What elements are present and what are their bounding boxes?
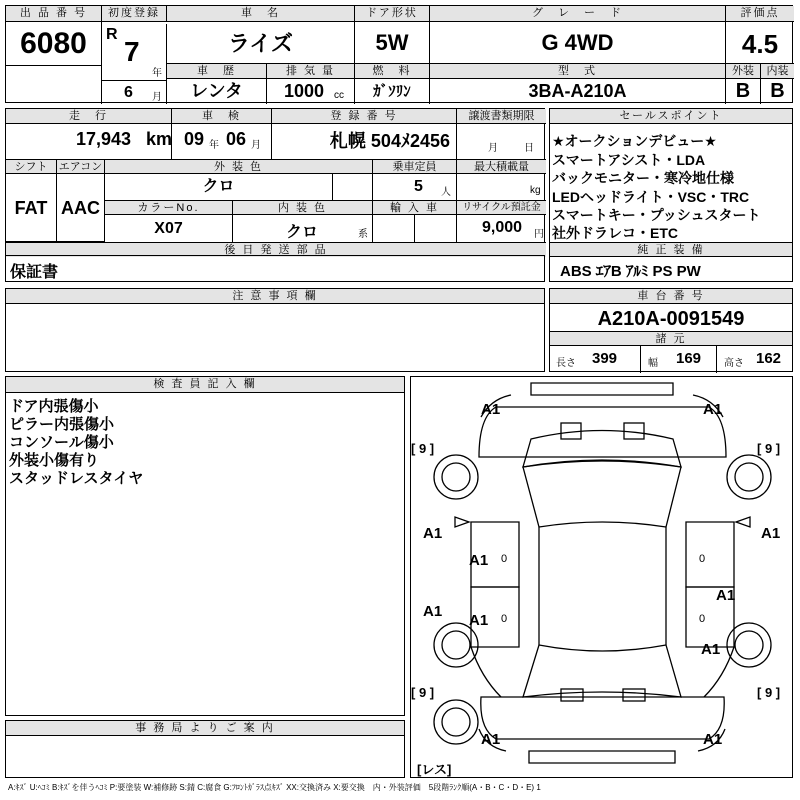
color-no-value: X07 [104, 215, 232, 242]
damage-mark-left-rear-door: A1 [469, 612, 489, 629]
tread-mark: 0 [501, 553, 508, 565]
recycle-label: リサイクル預託金 [456, 201, 546, 215]
damage-mark-rear-right: A1 [703, 731, 723, 748]
notes-box [5, 288, 545, 372]
chassis-number: A210A-0091549 [597, 308, 745, 330]
grade-value: G 4WD [429, 22, 725, 64]
interior-suffix: 系 [358, 229, 368, 240]
office-label: 事 務 局 よ り ご 案 内 [6, 721, 404, 736]
chassis-label: 車 台 番 号 [550, 289, 792, 304]
later-parts-box [5, 255, 545, 282]
history-value: レンタ [166, 79, 266, 104]
sales-point-item: スマートキー・プッシュスタート [552, 207, 761, 223]
damage-mark-front-right: A1 [703, 401, 723, 418]
sales-points-label: セールスポイント [550, 109, 792, 124]
displacement-value: 1000 [284, 81, 325, 101]
sales-point-item: LEDヘッドライト・VSC・TRC [552, 189, 750, 205]
sales-point-item: 社外ドラレコ・ETC [552, 225, 678, 241]
reg-month: 6 [124, 84, 133, 101]
car-name: ライズ [166, 24, 354, 64]
tire-tread-front-left: [ 9 ] [411, 441, 435, 456]
fuel-label: 燃 料 [354, 64, 429, 79]
max-load-unit: kg [530, 185, 541, 196]
displacement-label: 排 気 量 [266, 64, 354, 79]
inspection-month: 06 [226, 129, 247, 149]
score-label: 評価点 [725, 6, 794, 22]
damage-mark-left-fender: A1 [423, 525, 443, 542]
height-label: 高さ [724, 358, 744, 369]
mileage-value: 17,943 [76, 129, 132, 149]
inspector-label: 検 査 員 記 入 欄 [6, 377, 404, 393]
transfer-month: 月 [488, 143, 498, 154]
first-reg-label: 初度登録 [101, 6, 166, 22]
sales-points-box [549, 108, 793, 282]
reg-month-unit: 月 [152, 92, 162, 103]
spare-tire-label: [レス] [417, 762, 452, 777]
vehicle-info-block [5, 108, 545, 256]
aircon-label: エアコン [56, 160, 104, 174]
ext-score: B [725, 79, 760, 104]
inspector-note: ピラー内張傷小 [9, 416, 115, 433]
sales-point-item: ★オークションデビュー★ [552, 133, 717, 149]
notes-label: 注 意 事 項 欄 [6, 289, 544, 304]
damage-mark-front-left: A1 [481, 401, 501, 418]
exterior-value: クロ [104, 174, 332, 200]
damage-mark-right-quarter: A1 [701, 641, 721, 658]
max-load-label: 最大積載量 [456, 160, 546, 174]
equipment-value: ABS ｴｱB ｱﾙﾐ PS PW [560, 263, 701, 280]
capacity-value: 5 [414, 178, 423, 195]
int-score: B [760, 79, 794, 104]
transfer-label: 譲渡書類期限 [456, 109, 546, 124]
door-type: 5W [354, 22, 429, 64]
inspection-month-unit: 月 [251, 140, 261, 151]
recycle-unit: 円 [534, 229, 544, 240]
damage-mark-right-rear-door: A1 [716, 587, 736, 604]
reg-year-unit: 年 [152, 68, 162, 79]
mileage-label: 走 行 [6, 109, 171, 124]
tire-tread-front-right: [ 9 ] [757, 441, 781, 456]
damage-mark-left-quarter: A1 [423, 603, 443, 620]
height-value: 162 [756, 350, 782, 367]
length-label: 長さ [556, 358, 576, 369]
car-name-label: 車 名 [166, 6, 354, 22]
inspector-box [5, 376, 405, 716]
tread-mark: 0 [501, 613, 508, 625]
fuel-value: ｶﾞｿﾘﾝ [354, 79, 429, 104]
door-label: ドア形状 [354, 6, 429, 22]
mileage-unit: km [146, 129, 173, 149]
inspector-note: 外装小傷有り [9, 452, 100, 469]
plate-label: 登 録 番 号 [271, 109, 456, 124]
car-outline-diagram [411, 377, 794, 779]
grade-label: グ レ ー ド [429, 6, 725, 22]
legend: A:ｷｽﾞ U:ﾍｺﾐ B:ｷｽﾞを伴うﾍｺﾐ P:要塗装 W:補修跡 S:錆 C:腐食 G:ﾌﾛﾝﾄｶﾞﾗｽ点ｷｽﾞ XX:交換済み X:要交換 内・外装評価 5段階ﾗﾝｸ順(A・B・C・D・E) 1 [8, 783, 541, 792]
tire-tread-rear-right: [ 9 ] [757, 685, 781, 700]
interior-value: クロ [286, 224, 319, 241]
tire-tread-rear-left: [ 9 ] [411, 685, 435, 700]
inspector-note: コンソール傷小 [9, 434, 114, 451]
width-value: 169 [676, 350, 702, 367]
length-value: 399 [592, 350, 618, 367]
inspection-year-unit: 年 [209, 140, 219, 151]
transfer-day: 日 [524, 143, 534, 154]
sales-point-item: バックモニター・寒冷地仕様 [552, 170, 734, 186]
damage-mark-left-front-door: A1 [469, 552, 489, 569]
displacement-unit: cc [334, 90, 344, 101]
import-label: 輸 入 車 [372, 201, 456, 215]
tread-mark: 0 [699, 553, 706, 565]
later-parts-value: 保証書 [10, 264, 59, 281]
damage-diagram [410, 376, 793, 778]
equipment-label: 純 正 装 備 [550, 242, 792, 257]
shift-label: シフト [6, 160, 56, 174]
ext-score-label: 外装 [725, 64, 760, 79]
inspector-note: スタッドレスタイヤ [9, 470, 144, 487]
inspector-note: ドア内張傷小 [9, 398, 99, 415]
lot-number: 6080 [20, 27, 87, 60]
damage-mark-right-fender: A1 [761, 525, 781, 542]
inspection-year: 09 [184, 129, 205, 149]
sales-point-item: スマートアシスト・LDA [552, 152, 706, 168]
chassis-box [549, 288, 793, 372]
reg-year: 7 [124, 36, 140, 67]
color-no-label: カラーNo. [104, 201, 232, 215]
tread-mark: 0 [699, 613, 706, 625]
header-block [5, 5, 793, 103]
inspection-label: 車 検 [171, 109, 271, 124]
width-label: 幅 [648, 358, 658, 369]
score-value: 4.5 [725, 22, 794, 64]
aircon-value: AAC [56, 174, 104, 242]
int-score-label: 内装 [760, 64, 794, 79]
interior-label: 内 装 色 [232, 201, 372, 215]
later-parts-label: 後 日 発 送 部 品 [6, 242, 546, 257]
recycle-value: 9,000 [482, 219, 523, 236]
exterior-label: 外 装 色 [104, 160, 372, 174]
capacity-label: 乗車定員 [372, 160, 456, 174]
reg-era: R [106, 26, 118, 43]
damage-mark-rear-left: A1 [481, 731, 501, 748]
plate-value: 札幌 504ﾒ2456 [271, 124, 456, 159]
lot-label: 出 品 番 号 [6, 6, 101, 22]
history-label: 車 歴 [166, 64, 266, 79]
model-label: 型 式 [429, 64, 725, 79]
shift-value: FAT [6, 174, 56, 242]
specs-label: 諸 元 [550, 331, 792, 346]
model-code: 3BA-A210A [429, 79, 725, 104]
office-box [5, 720, 405, 778]
capacity-unit: 人 [441, 187, 451, 198]
